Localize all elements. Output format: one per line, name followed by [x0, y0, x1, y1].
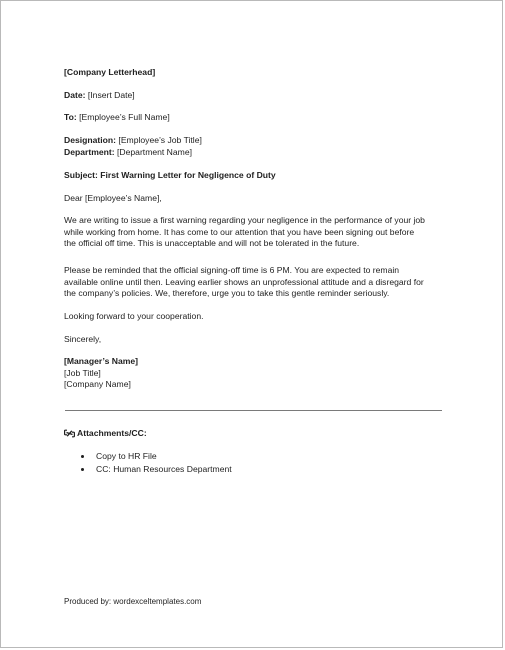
attachments-list — [64, 450, 446, 475]
bullet-icon — [81, 455, 84, 458]
footer-credit: Produced by: wordexceltemplates.com — [64, 597, 202, 606]
manager-name: [Manager’s Name] — [64, 356, 139, 366]
closing-line: Looking forward to your cooperation. — [64, 311, 204, 321]
company-letterhead: [Company Letterhead] — [64, 67, 156, 77]
paragraph-2-line: the company’s policies. We, therefore, urge you to take this gentle reminder seriously. — [64, 288, 390, 298]
paragraph-1-line: the official off time. This is unacceptable and will not be tolerated in the future. — [64, 238, 360, 248]
attachments-heading — [64, 428, 446, 440]
designation-line — [64, 135, 446, 147]
to-label: To: — [64, 112, 77, 122]
paragraph-1-line: while working from home. It has come to our attention that you have been signing out before — [64, 226, 415, 237]
date-value: [Insert Date] — [85, 90, 135, 100]
paragraph-2-line: Please be reminded that the official signing-off time is 6 PM. You are expected to remain — [64, 265, 400, 275]
list-item: CC: Human Resources Department — [64, 463, 446, 476]
signoff: Sincerely, — [64, 334, 102, 344]
attachments-heading-label: Attachments/CC: — [77, 428, 147, 438]
attachment-icon — [64, 429, 75, 438]
department-value: [Department Name] — [114, 147, 192, 157]
date-label: Date: — [64, 90, 86, 100]
job-title: [Job Title] — [64, 367, 101, 378]
salutation: Dear [Employee’s Name], — [64, 193, 162, 203]
department-line — [64, 147, 446, 159]
bullet-icon — [81, 468, 84, 471]
paragraph-1 — [64, 215, 446, 250]
signature-block — [64, 356, 446, 391]
department-label: Department: — [64, 147, 115, 157]
list-item: Copy to HR File — [64, 450, 446, 463]
section-divider — [65, 410, 442, 411]
subject-line: Subject: First Warning Letter for Negligence of Duty — [64, 170, 276, 180]
paragraph-1-line: We are writing to issue a first warning regarding your negligence in the performance of your job — [64, 215, 425, 225]
to-value: [Employee’s Full Name] — [76, 112, 170, 122]
company-name: [Company Name] — [64, 379, 131, 389]
date-line — [64, 90, 446, 102]
designation-value: [Employee’s Job Title] — [116, 135, 202, 145]
paragraph-2 — [64, 265, 446, 300]
designation-label: Designation: — [64, 135, 117, 145]
recipient-line — [64, 112, 446, 124]
paragraph-2-line: available online until then. Leaving earlier shows an unprofessional attitude and a disregard for — [64, 276, 424, 287]
